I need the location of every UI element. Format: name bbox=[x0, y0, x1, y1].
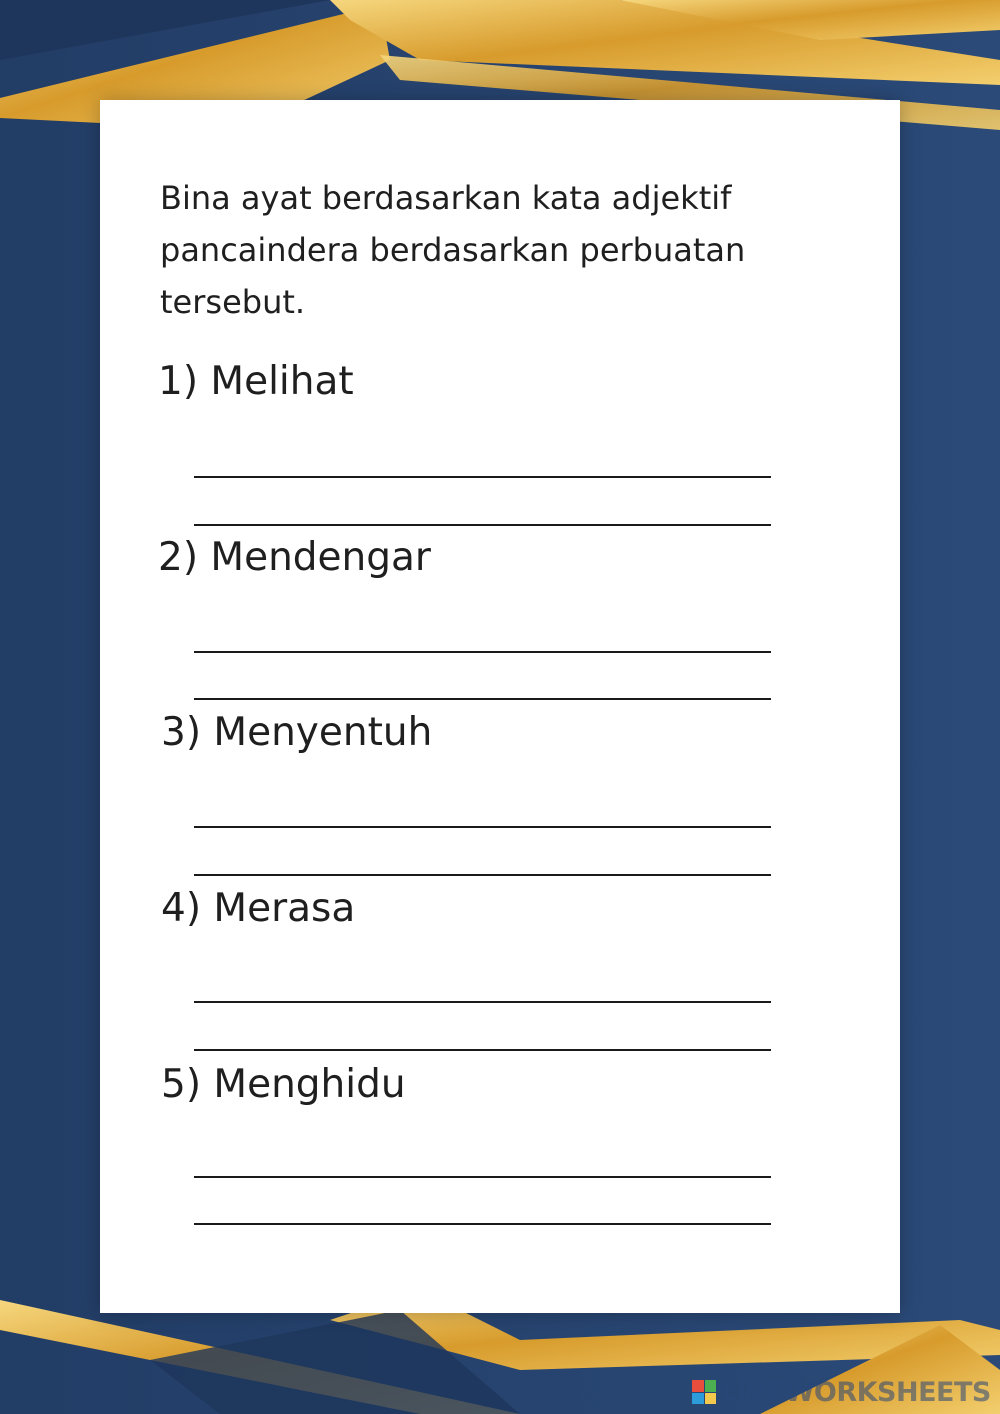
answer-line-2b[interactable] bbox=[194, 698, 771, 700]
answer-line-5a[interactable] bbox=[194, 1176, 771, 1178]
answer-line-1a[interactable] bbox=[194, 476, 771, 478]
brand-text: LIVEWORKSHEETS bbox=[720, 1376, 991, 1408]
liveworksheets-logo-icon bbox=[692, 1380, 716, 1404]
liveworksheets-brand bbox=[692, 1377, 991, 1407]
worksheet-paper bbox=[100, 100, 900, 1313]
answer-line-4a[interactable] bbox=[194, 1001, 771, 1003]
question-1-label: 1) Melihat bbox=[158, 359, 354, 404]
logo-cell bbox=[705, 1380, 717, 1392]
question-4-label: 4) Merasa bbox=[161, 886, 356, 931]
logo-cell bbox=[692, 1393, 704, 1405]
answer-line-1b[interactable] bbox=[194, 524, 771, 526]
question-3-label: 3) Menyentuh bbox=[161, 710, 433, 755]
question-2-label: 2) Mendengar bbox=[158, 535, 431, 580]
question-5-label: 5) Menghidu bbox=[161, 1062, 406, 1107]
answer-line-4b[interactable] bbox=[194, 1049, 771, 1051]
answer-line-3a[interactable] bbox=[194, 826, 771, 828]
answer-line-5b[interactable] bbox=[194, 1223, 771, 1225]
answer-line-3b[interactable] bbox=[194, 874, 771, 876]
logo-cell bbox=[705, 1393, 717, 1405]
logo-cell bbox=[692, 1380, 704, 1392]
answer-line-2a[interactable] bbox=[194, 651, 771, 653]
instruction-text: Bina ayat berdasarkan kata adjektif pancaindera berdasarkan perbuatan tersebut. bbox=[160, 179, 746, 321]
